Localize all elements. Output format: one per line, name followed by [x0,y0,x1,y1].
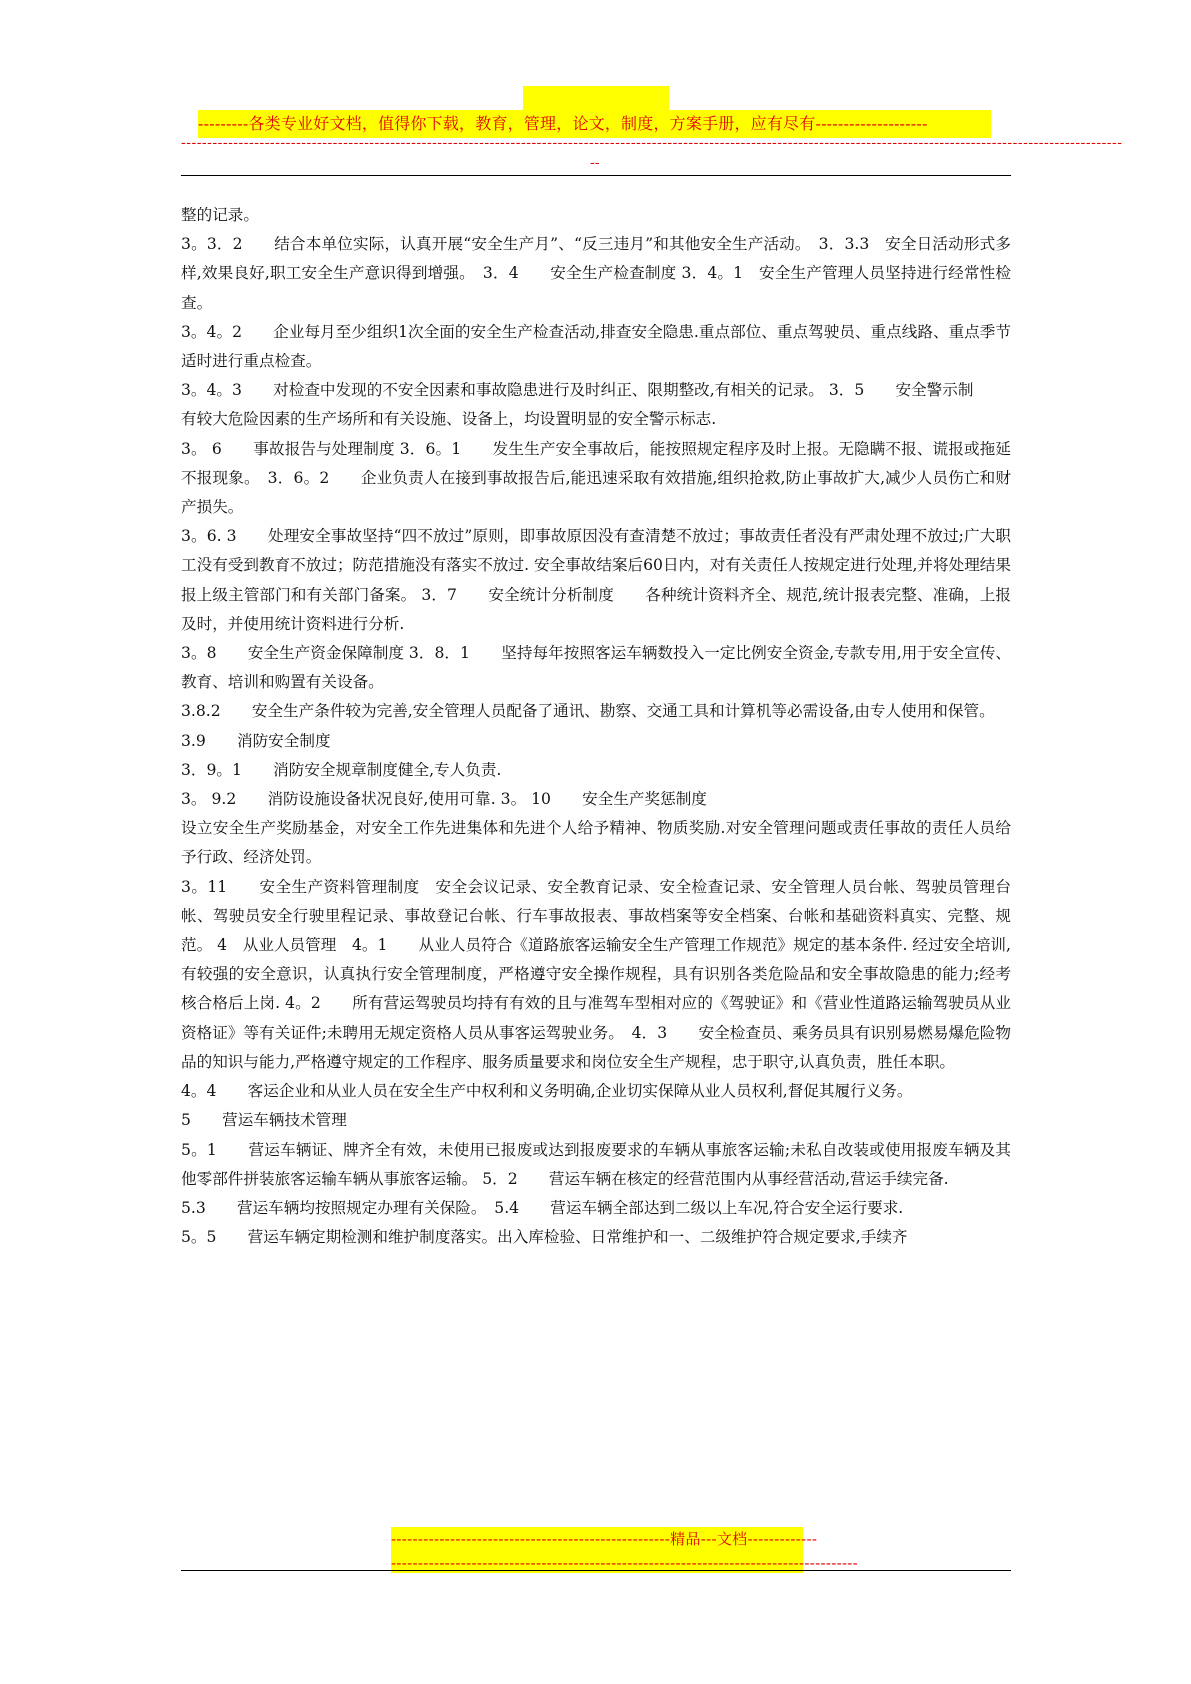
paragraph: 3。11 安全生产资料管理制度 安全会议记录、安全教育记录、安全检查记录、安全管理人员台帐、驾驶员管理台帐、驾驶员安全行驶里程记录、事故登记台帐、行车事故报表、事故档案等安全档案、台帐和基础资料真实、完整、规范。 4 从业人员管理 4。1 从业人员符合《道路旅客运输安全生产管理工作规范》规定的基本条件. 经过安全培训,有较强的安全意识，认真执行安全管理制度，严格遵守安全操作规程，具有识别各类危险品和安全事故隐患的能力;经考核合格后上岗. 4。2 所有营运驾驶员均持有有效的且与准驾车型相对应的《驾驶证》和《营业性道路运输驾驶员从业资格证》等有关证件;未聘用无规定资格人员从事客运驾驶业务。 4．3 安全检查员、乘务员具有识别易燃易爆危险物品的知识与能力,严格遵守规定的工作程序、服务质量要求和岗位安全生产规程，忠于职守,认真负责，胜任本职。 [181,877,1011,1071]
paragraph: 5。1 营运车辆证、牌齐全有效，未使用已报废或达到报废要求的车辆从事旅客运输;未私自改装或使用报废车辆及其他零部件拼装旅客运输车辆从事旅客运输。 5．2 营运车辆在核定的经营范围内从事经营活动,营运手续完备. [181,1140,1011,1188]
paragraph: 3。3．2 结合本单位实际，认真开展“安全生产月”、“反三违月”和其他安全生产活动。 3．3.3 安全日活动形式多样,效果良好,职工安全生产意识得到增强。 3．4 安全生产检查制度 3．4。1 安全生产管理人员坚持进行经常性检查。 [181,235,1011,312]
paragraph: 3。6. 3 处理安全事故坚持“四不放过”原则，即事故原因没有查清楚不放过；事故责任者没有严肃处理不放过;广大职工没有受到教育不放过；防范措施没有落实不放过. 安全事故结案后60日内，对有关责任人按规定进行处理,并将处理结果报上级主管部门和有关部门备案。 3．7 安全统计分析制度 各种统计资料齐全、规范,统计报表完整、准确，上报及时，并使用统计资料进行分析. [181,527,1011,633]
paragraph: 3。 6 事故报告与处理制度 3．6。1 发生生产安全事故后，能按照规定程序及时上报。无隐瞒不报、谎报或拖延不报现象。 3．6。2 企业负责人在接到事故报告后,能迅速采取有效措施,组织抢救,防止事故扩大,减少人员伤亡和财产损失。 [181,439,1011,517]
header-banner-text: ---------各类专业好文档，值得你下载，教育，管理，论文，制度，方案手册，应有尽有-------------------- [198,114,928,133]
paragraph: 3。8 安全生产资金保障制度 3．8．1 坚持每年按照客运车辆数投入一定比例安全资金,专款专用,用于安全宣传、教育、培训和购置有关设备。 [181,644,1011,692]
header-dash-line: ------------------------------------------------------------------------------------------------------------------------------------------------------------------------------------ [181,135,1123,151]
paragraph: 5.3 营运车辆均按照规定办理有关保险。 5.4 营运车辆全部达到二级以上车况,符合安全运行要求. [181,1198,904,1217]
paragraph: 3。4。2 企业每月至少组织1次全面的安全生产检查活动,排查安全隐患.重点部位、重点驾驶员、重点线路、重点季节适时进行重点检查。 [181,322,1011,371]
paragraph: 3.9 消防安全制度 [181,731,331,750]
paragraph: 3。 9.2 消防设施设备状况良好,使用可靠. 3。 10 安全生产奖惩制度 [181,790,707,809]
paragraph: 整的记录。 [181,206,259,224]
paragraph: 设立安全生产奖励基金，对安全工作先进集体和先进个人给予精神、物质奖励.对安全管理问题或责任事故的责任人员给予行政、经济处罚。 [181,819,1011,867]
header-highlight-block [523,86,669,112]
paragraph: 有较大危险因素的生产场所和有关设施、设备上，均设置明显的安全警示标志. [181,410,717,429]
header-rule [181,175,1011,176]
paragraph: 3。4。3 对检查中发现的不安全因素和事故隐患进行及时纠正、限期整改,有相关的记录。 3．5 安全警示制 [181,381,974,400]
paragraph: 3．9。1 消防安全规章制度健全,专人负责. [181,760,502,779]
paragraph: 5。5 营运车辆定期检测和维护制度落实。出入库检验、日常维护和一、二级维护符合规定要求,手续齐 [181,1228,908,1247]
header-dash-tail: -- [590,155,600,171]
footer-dash-line: --------------------------------------------------------------------------------------- [391,1554,859,1572]
paragraph: 5 营运车辆技术管理 [181,1111,347,1130]
paragraph: 3.8.2 安全生产条件较为完善,安全管理人员配备了通讯、勘察、交通工具和计算机等必需设备,由专人使用和保管。 [181,702,995,721]
paragraph: 4。4 客运企业和从业人员在安全生产中权利和义务明确,企业切实保障从业人员权利,督促其履行义务。 [181,1082,913,1101]
footer-banner-text: ----------------------------------------------------精品---文档------------- [391,1530,818,1548]
document-body [181,201,1011,1252]
